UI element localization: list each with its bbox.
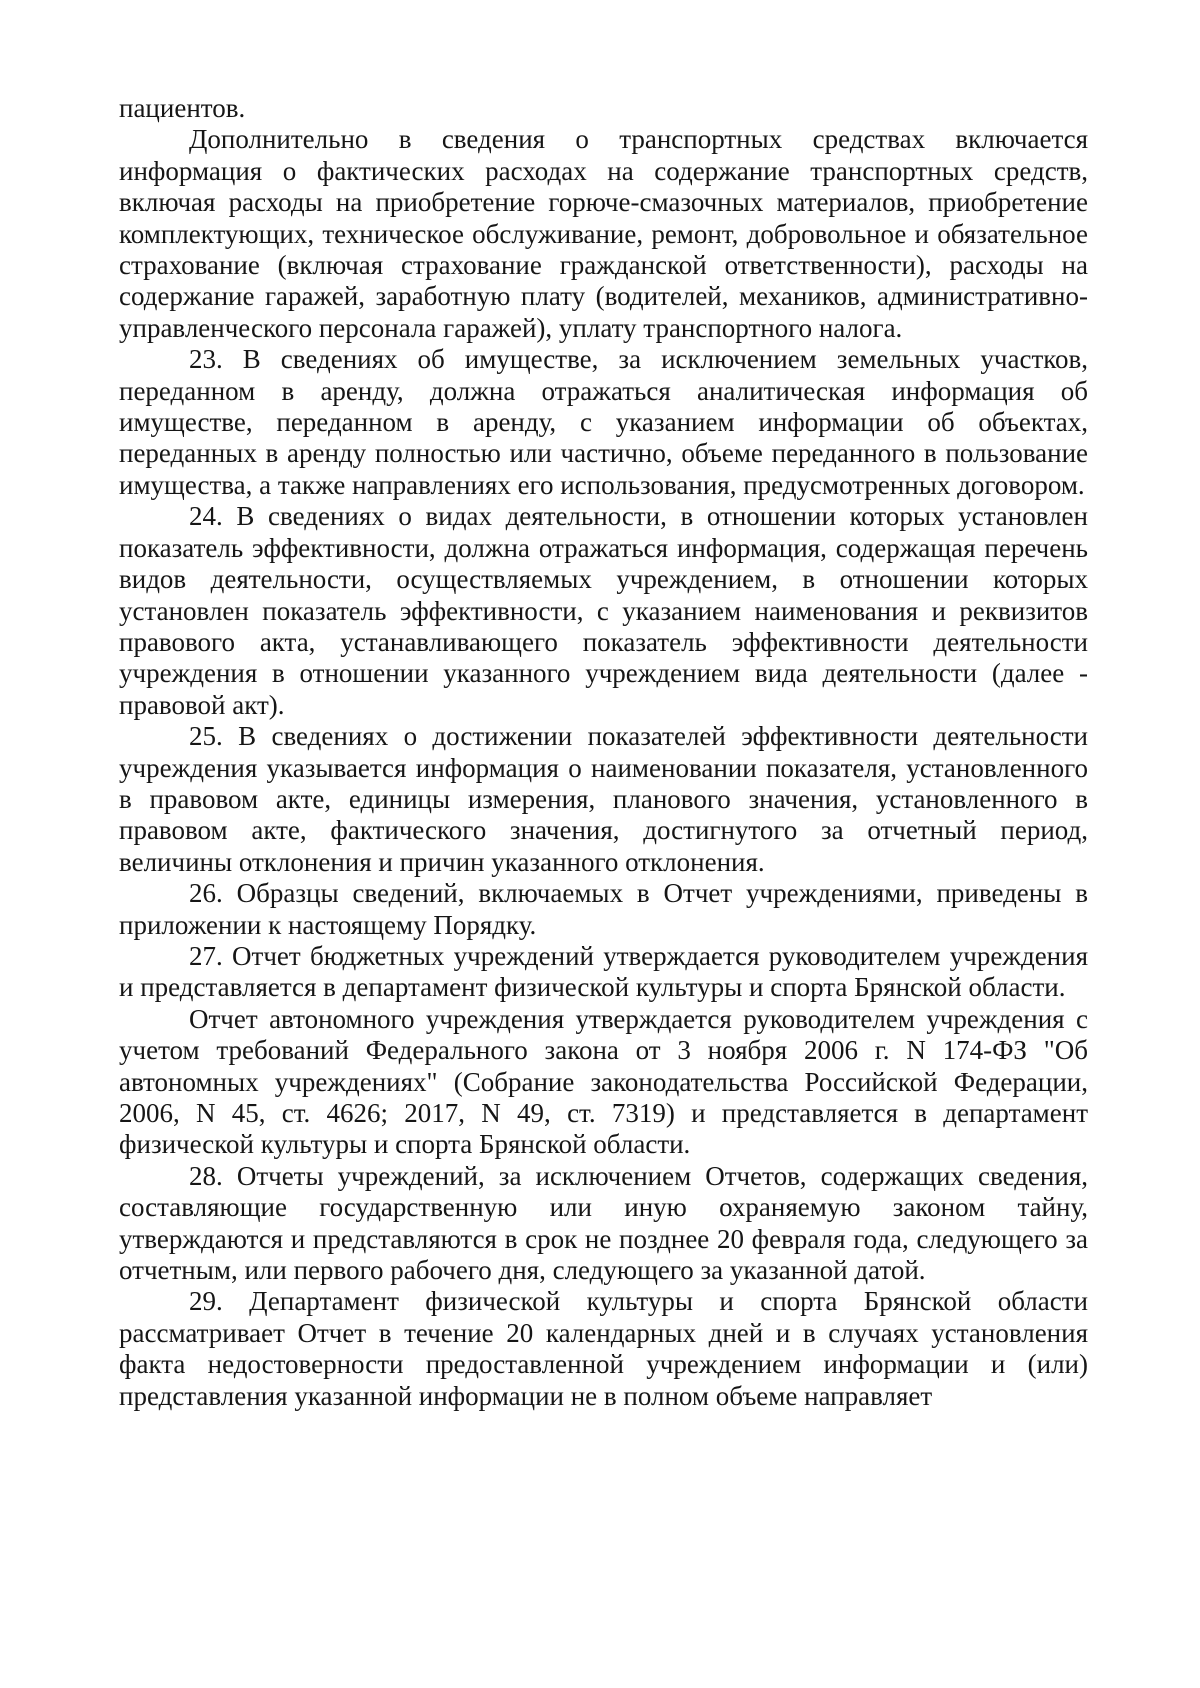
paragraph-autonomous: Отчет автономного учреждения утверждается руководителем учреждения с учетом требований Федерального закона от 3 ноября 2006 г. N 174-ФЗ "Об автономных учреждениях" (Собрание законодательства Российской Федерации, 2006, N 45, ст. 4626; 2017, N 49, ст. 7319) и представляется в департамент физической культуры и спорта Брянской области. <box>119 1003 1088 1160</box>
paragraph-24: 24. В сведениях о видах деятельности, в отношении которых установлен показатель эффективности, должна отражаться информация, содержащая перечень видов деятельности, осуществляемых учреждением, в отношении которых установлен показатель эффективности, с указанием наименования и реквизитов правового акта, устанавливающего показатель эффективности деятельности учреждения в отношении указанного учреждением вида деятельности (далее - правовой акт). <box>119 501 1088 720</box>
document-page <box>119 93 1088 1412</box>
paragraph-29: 29. Департамент физической культуры и спорта Брянской области рассматривает Отчет в течение 20 календарных дней и в случаях установления факта недостоверности предоставленной учреждением информации и (или) представления указанной информации не в полном объеме направляет <box>119 1286 1088 1411</box>
paragraph-26: 26. Образцы сведений, включаемых в Отчет учреждениями, приведены в приложении к настоящему Порядку. <box>119 878 1088 940</box>
paragraph-27: 27. Отчет бюджетных учреждений утверждается руководителем учреждения и представляется в департамент физической культуры и спорта Брянской области. <box>119 940 1088 1003</box>
paragraph-25: 25. В сведениях о достижении показателей эффективности деятельности учреждения указывается информация о наименовании показателя, установленного в правовом акте, единицы измерения, планового значения, установленного в правовом акте, фактического значения, достигнутого за отчетный период, величины отклонения и причин указанного отклонения. <box>119 721 1088 877</box>
paragraph-23: 23. В сведениях об имуществе, за исключением земельных участков, переданном в аренду, должна отражаться аналитическая информация об имуществе, переданном в аренду, с указанием информации об объектах, переданных в аренду полностью или частично, объеме переданного в пользование имущества, а также направлениях его использования, предусмотренных договором. <box>119 344 1088 500</box>
paragraph-vehicles: Дополнительно в сведения о транспортных средствах включается информация о фактических расходах на содержание транспортных средств, включая расходы на приобретение горюче-смазочных материалов, приобретение комплектующих, техническое обслуживание, ремонт, добровольное и обязательное страхование (включая страхование гражданской ответственности), расходы на содержание гаражей, заработную плату (водителей, механиков, административно-управленческого персонала гаражей), уплату транспортного налога. <box>119 124 1088 343</box>
paragraph-continuation: пациентов. <box>119 93 246 123</box>
paragraph-28: 28. Отчеты учреждений, за исключением Отчетов, содержащих сведения, составляющие государственную или иную охраняемую законом тайну, утверждаются и представляются в срок не позднее 20 февраля года, следующего за отчетным, или первого рабочего дня, следующего за указанной датой. <box>119 1160 1088 1286</box>
